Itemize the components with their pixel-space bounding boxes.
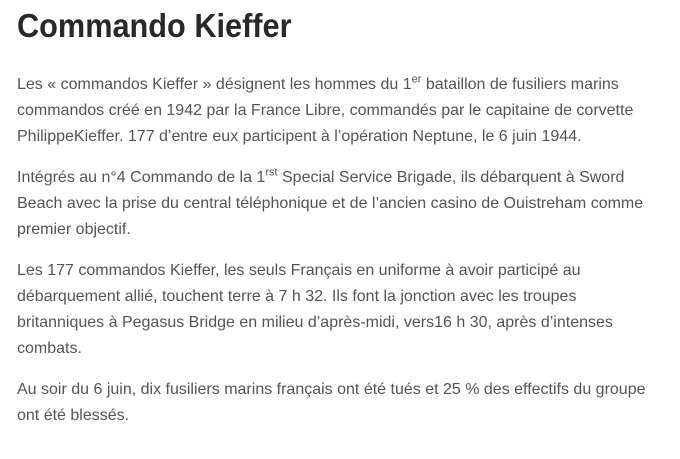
paragraph-casualties-text: Au soir du 6 juin, dix fusiliers marins français ont été tués et 25 % des effectifs du groupe ont été blessés. — [17, 380, 646, 424]
paragraph-brigade-text-2: Special Service Brigade, ils débarquent à Sword Beach avec la prise du central téléphonique et de l’ancien casino de Ouistreham comme premier objectif. — [17, 168, 644, 238]
paragraph-intro-text-2: bataillon de fusiliers marins commandos créé en 1942 par la France Libre, commandés par le capitaine de corvette PhilippeKieffer. 177 d’entre eux participent à l’opération Neptune, le 6 juin 1944. — [17, 75, 634, 145]
paragraph-intro — [17, 72, 653, 150]
paragraph-casualties — [17, 377, 653, 429]
paragraph-landing — [17, 258, 653, 362]
paragraph-intro-text-1: Les « commandos Kieffer » désignent les hommes du 1 — [17, 75, 412, 93]
ordinal-superscript-rst: rst — [265, 166, 278, 179]
paragraph-brigade — [17, 165, 653, 243]
ordinal-superscript-er: er — [411, 73, 422, 86]
paragraph-landing-text: Les 177 commandos Kieffer, les seuls Français en uniforme à avoir participé au débarquement allié, touchent terre à 7 h 32. Ils font la jonction avec les troupes britanniques à Pegasus Bridge en milieu d’après-midi, vers16 h 30, après d’intenses combats. — [17, 261, 613, 357]
paragraph-brigade-text-1: Intégrés au n°4 Commando de la 1 — [17, 168, 266, 186]
article-body — [17, 72, 660, 429]
page-title: Commando Kieffer — [17, 7, 292, 44]
